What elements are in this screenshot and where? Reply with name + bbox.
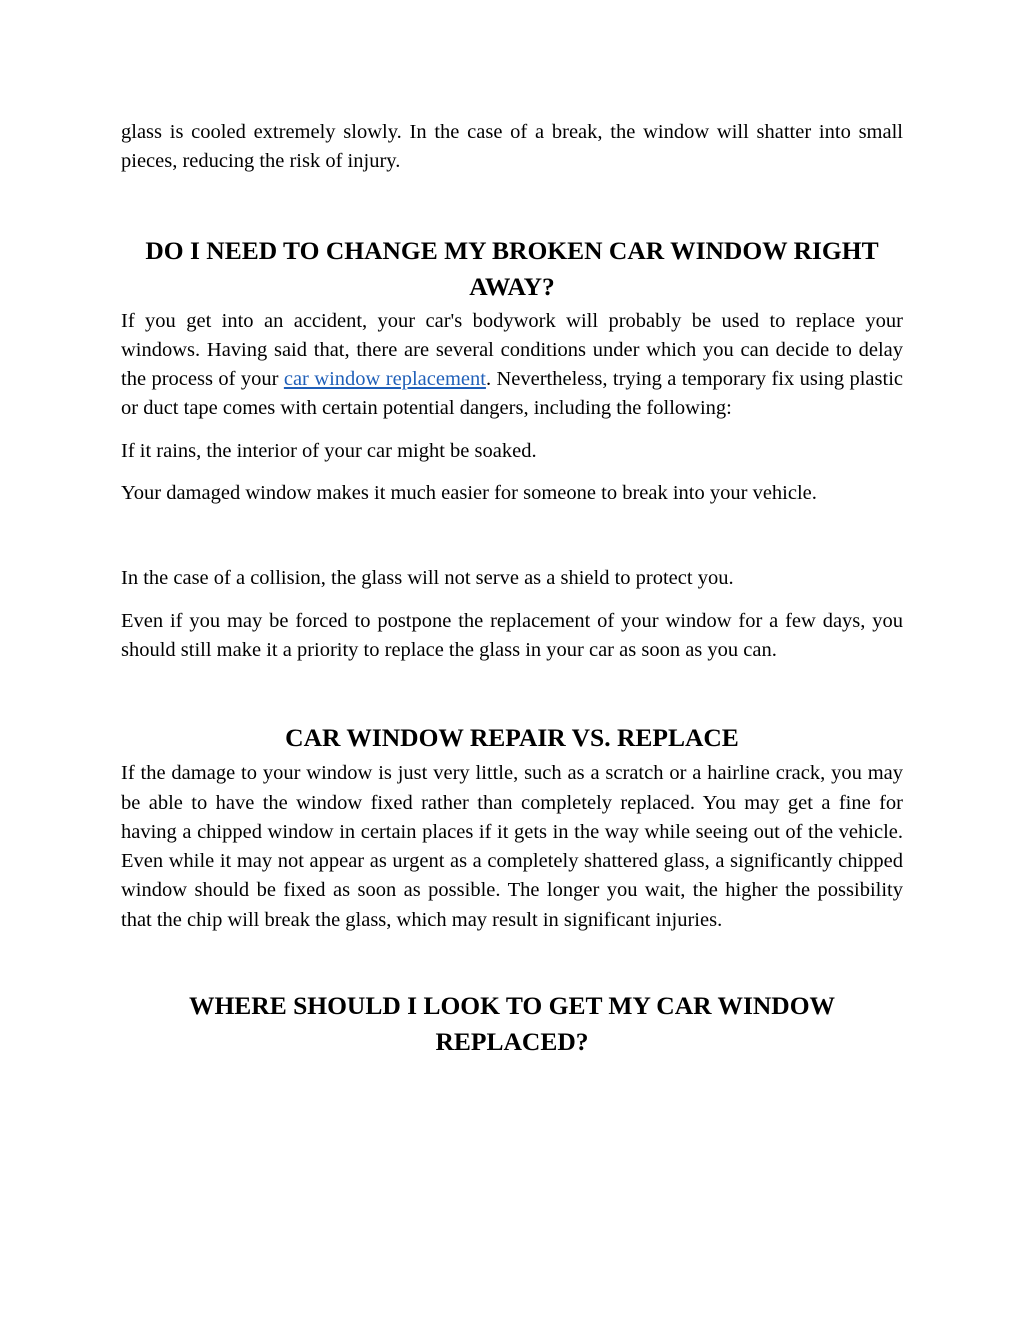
paragraph-accident-bodywork — [121, 307, 903, 424]
section-heading-where-to-replace: WHERE SHOULD I LOOK TO GET MY CAR WINDOW REPLACED? — [188, 991, 836, 1057]
paragraph-priority-replace: Even if you may be forced to postpone the replacement of your window for a few days, you should still make it a priority to replace the glass in your car as soon as you can. — [121, 609, 903, 661]
paragraph-rain-risk: If it rains, the interior of your car might be soaked. — [121, 439, 537, 462]
paragraph-repair-vs-replace: If the damage to your window is just very little, such as a scratch or a hairline crack, you may be able to have the window fixed rather than completely replaced. You may get a fine for having a chipped window in certain places if it gets in the way while seeing out of the vehicle. Even while it may not appear as urgent as a completely shattered glass, a significantly chipped window should be fixed as soon as possible. The longer you wait, the higher the possibility that the chip will break the glass, which may result in significant injuries. — [121, 762, 903, 931]
paragraph-text-before-link: If you get into an accident, your car's bodywork will probably be used to replace your windows. Having said that, there are several conditions under which you can decide to delay the process of your — [121, 309, 903, 391]
car-window-replacement-link[interactable]: car window replacement — [283, 368, 486, 391]
paragraph-break-in-risk: Your damaged window makes it much easier for someone to break into your vehicle. — [121, 482, 817, 505]
paragraph-text-after-link: . Nevertheless, trying a temporary fix using plastic or duct tape comes with certain potential dangers, including the following: — [121, 368, 903, 420]
paragraph-collision-risk: In the case of a collision, the glass will not serve as a shield to protect you. — [121, 567, 734, 590]
document-page — [121, 118, 903, 1060]
intro-paragraph: glass is cooled extremely slowly. In the case of a break, the window will shatter into small pieces, reducing the risk of injury. — [121, 121, 903, 173]
section-heading-change-window: DO I NEED TO CHANGE MY BROKEN CAR WINDOW RIGHT AWAY? — [145, 235, 879, 301]
section-heading-repair-vs-replace: CAR WINDOW REPAIR VS. REPLACE — [285, 723, 739, 753]
